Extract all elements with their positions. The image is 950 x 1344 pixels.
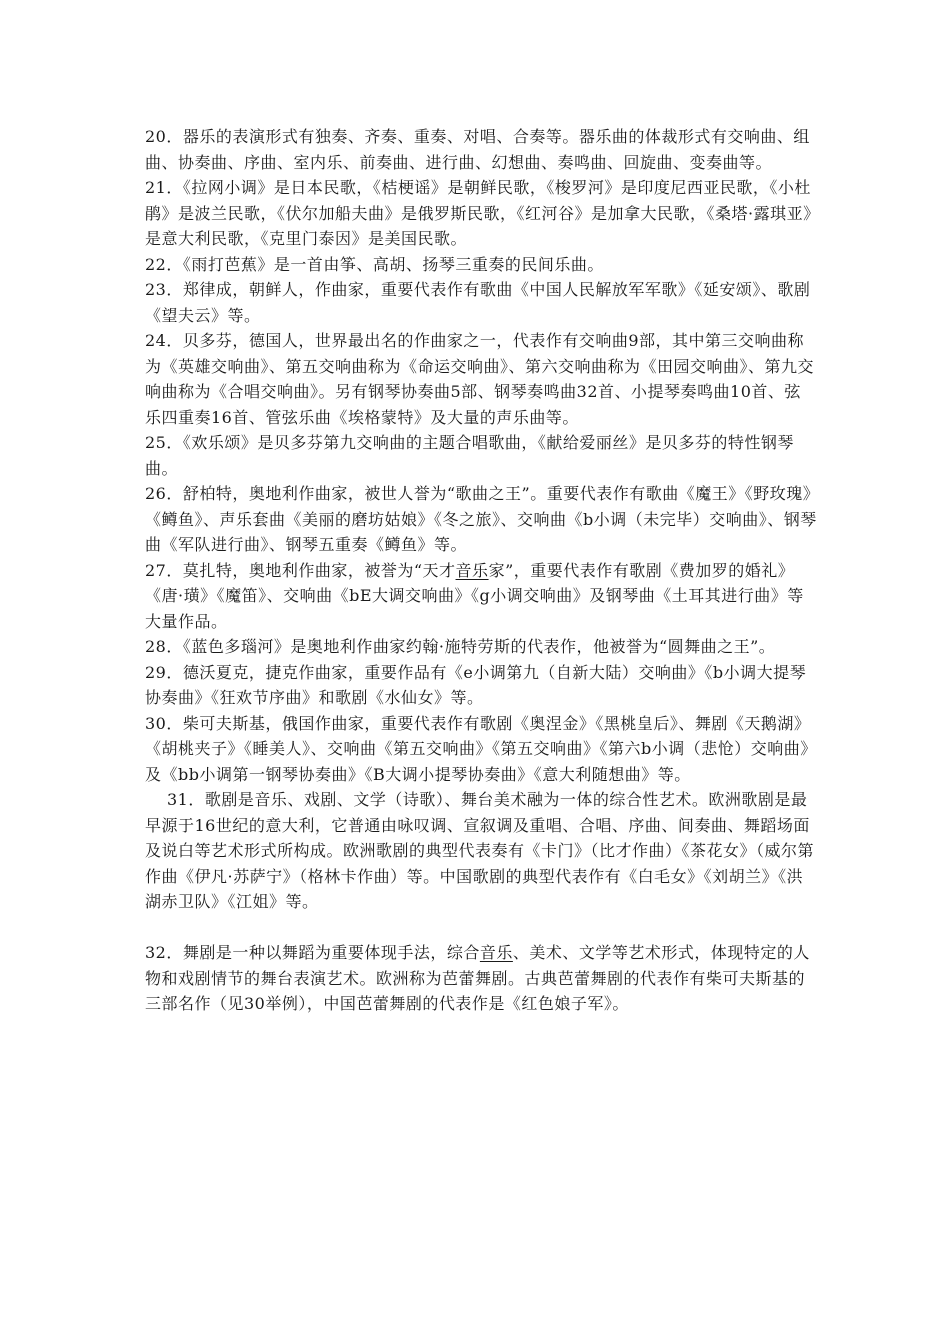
paragraph-31-text: 31．歌剧是音乐、戏剧、文学（诗歌）、舞台美术融为一体的综合性艺术。欧洲歌剧是最早源于16世纪的意大利，它普通由咏叹调、宣叙调及重唱、合唱、序曲、间奏曲、舞蹈场面及说白等艺术形式所构成。欧洲歌剧的典型代表奏有《卡门》（比才作曲）《茶花女》（威尔第作曲《伊凡·苏萨宁》（格林卡作曲）等。中国歌剧的典型代表作有《白毛女》《刘胡兰》《洪湖赤卫队》《江姐》等。: [145, 790, 815, 911]
paragraph-27-pre: 27．莫扎特，奥地利作曲家，被誉为“天才: [145, 560, 456, 580]
paragraph-27-underlined: 音乐: [455, 560, 489, 580]
paragraph-28: 28．《蓝色多瑙河》是奥地利作曲家约翰·施特劳斯的代表作，他被誉为“圆舞曲之王”。: [145, 637, 776, 656]
blank-line: [145, 915, 817, 941]
paragraph-26: 26．舒柏特，奥地利作曲家，被世人誉为“歌曲之王”。重要代表作有歌曲《魔王》《野玫瑰》《鳟鱼》、声乐套曲《美丽的磨坊姑娘》《冬之旅》、交响曲《b小调（未完毕）交响曲》、钢琴曲《军队进行曲》、钢琴五重奏《鳟鱼》等。: [145, 484, 817, 554]
paragraph-32-post: 、美术、文学等艺术形式，体现特定的人物和戏剧情节的舞台表演艺术。欧洲称为芭蕾舞剧。古典芭蕾舞剧的代表作有柴可夫斯基的三部名作（见30举例），中国芭蕾舞剧的代表作是《红色娘子军》。: [145, 943, 810, 1013]
paragraph-27: [145, 558, 817, 635]
paragraph-24: 24．贝多芬，德国人，世界最出名的作曲家之一，代表作有交响曲9部，其中第三交响曲称为《英雄交响曲》、第五交响曲称为《命运交响曲》、第六交响曲称为《田园交响曲》、第九交响曲称为《合唱交响曲》。另有钢琴协奏曲5部、钢琴奏鸣曲32首、小提琴奏鸣曲10首、弦乐四重奏16首、管弦乐曲《埃格蒙特》及大量的声乐曲等。: [145, 331, 815, 427]
paragraph-25: 25．《欢乐颂》是贝多芬第九交响曲的主题合唱歌曲，《献给爱丽丝》是贝多芬的特性钢琴曲。: [145, 433, 794, 478]
paragraph-29: 29．德沃夏克，捷克作曲家，重要作品有《e小调第九（自新大陆）交响曲》《b小调大提琴协奏曲》《狂欢节序曲》和歌剧《水仙女》等。: [145, 662, 807, 707]
paragraph-30: 30．柴可夫斯基，俄国作曲家，重要代表作有歌剧《奥涅金》《黑桃皇后》、舞剧《天鹅湖》《胡桃夹子》《睡美人》、交响曲《第五交响曲》《第五交响曲》《第六b小调（悲怆）交响曲》及《bb小调第一钢琴协奏曲》《B大调小提琴协奏曲》《意大利随想曲》等。: [145, 713, 817, 784]
paragraph-21: 21．《拉网小调》是日本民歌，《桔梗谣》是朝鲜民歌，《梭罗河》是印度尼西亚民歌，《小杜鹃》是波兰民歌，《伏尔加船夫曲》是俄罗斯民歌，《红河谷》是加拿大民歌，《桑塔·露琪亚》是意大利民歌，《克里门泰因》是美国民歌。: [145, 178, 812, 248]
paragraph-32-underlined: 音乐: [479, 943, 513, 962]
paragraph-32: [145, 940, 817, 1017]
paragraph-22: 22．《雨打芭蕉》是一首由筝、高胡、扬琴三重奏的民间乐曲。: [145, 254, 604, 274]
paragraph-23: 23．郑律成，朝鲜人，作曲家，重要代表作有歌曲《中国人民解放军军歌》《延安颂》、歌剧《望夫云》等。: [145, 280, 811, 325]
paragraph-27-post: 家”，重要代表作有歌剧《费加罗的婚礼》《唐·璜》《魔笛》、交响曲《bE大调交响曲》《g小调交响曲》及钢琴曲《土耳其进行曲》等大量作品。: [145, 560, 804, 631]
paragraph-32-pre: 32．舞剧是一种以舞蹈为重要体现手法，综合: [145, 943, 480, 962]
paragraph-31: [145, 787, 817, 915]
document-body: [145, 124, 817, 1017]
paragraph-20: 20．器乐的表演形式有独奏、齐奏、重奏、对唱、合奏等。器乐曲的体裁形式有交响曲、组曲、协奏曲、序曲、室内乐、前奏曲、进行曲、幻想曲、奏鸣曲、回旋曲、变奏曲等。: [145, 127, 810, 172]
